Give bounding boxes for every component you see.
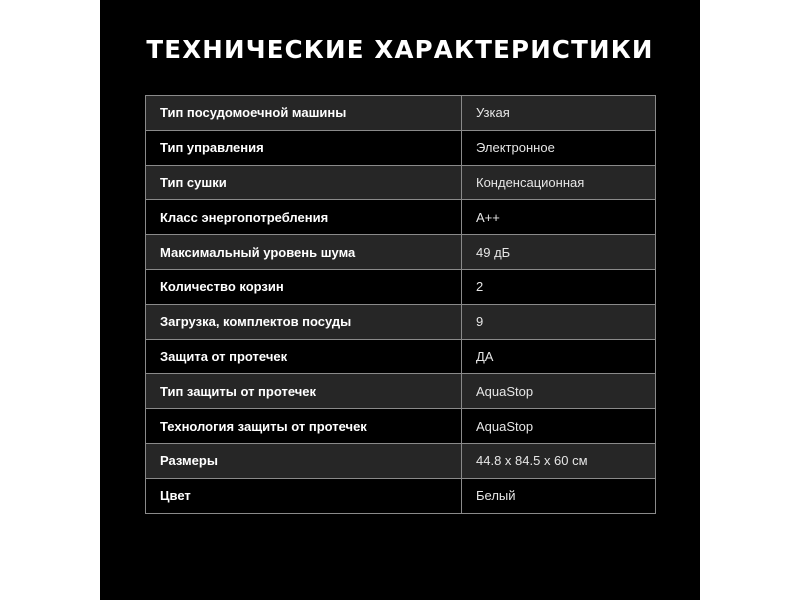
spec-value: A++ [462,200,656,235]
spec-value: 44.8 x 84.5 x 60 см [462,443,656,478]
spec-value: 49 дБ [462,235,656,270]
spec-value: AquaStop [462,409,656,444]
spec-label: Класс энергопотребления [146,200,462,235]
table-row [146,478,656,513]
spec-table [145,95,656,514]
table-row [146,304,656,339]
spec-label: Защита от протечек [146,339,462,374]
spec-value: Электронное [462,130,656,165]
spec-label: Тип посудомоечной машины [146,96,462,131]
spec-label: Цвет [146,478,462,513]
spec-value: Узкая [462,96,656,131]
spec-label: Максимальный уровень шума [146,235,462,270]
table-row [146,96,656,131]
spec-label: Тип управления [146,130,462,165]
table-row [146,269,656,304]
table-row [146,130,656,165]
page-title: ТЕХНИЧЕСКИЕ ХАРАКТЕРИСТИКИ [146,35,654,64]
table-row [146,200,656,235]
table-row [146,443,656,478]
table-row [146,339,656,374]
table-row [146,235,656,270]
table-row [146,409,656,444]
spec-panel [100,0,700,600]
spec-value: AquaStop [462,374,656,409]
spec-label: Загрузка, комплектов посуды [146,304,462,339]
spec-label: Тип защиты от протечек [146,374,462,409]
spec-value: Конденсационная [462,165,656,200]
spec-value: 9 [462,304,656,339]
spec-value: Белый [462,478,656,513]
spec-value: ДА [462,339,656,374]
table-row [146,374,656,409]
spec-value: 2 [462,269,656,304]
spec-label: Размеры [146,443,462,478]
table-row [146,165,656,200]
spec-label: Технология защиты от протечек [146,409,462,444]
spec-label: Количество корзин [146,269,462,304]
spec-label: Тип сушки [146,165,462,200]
